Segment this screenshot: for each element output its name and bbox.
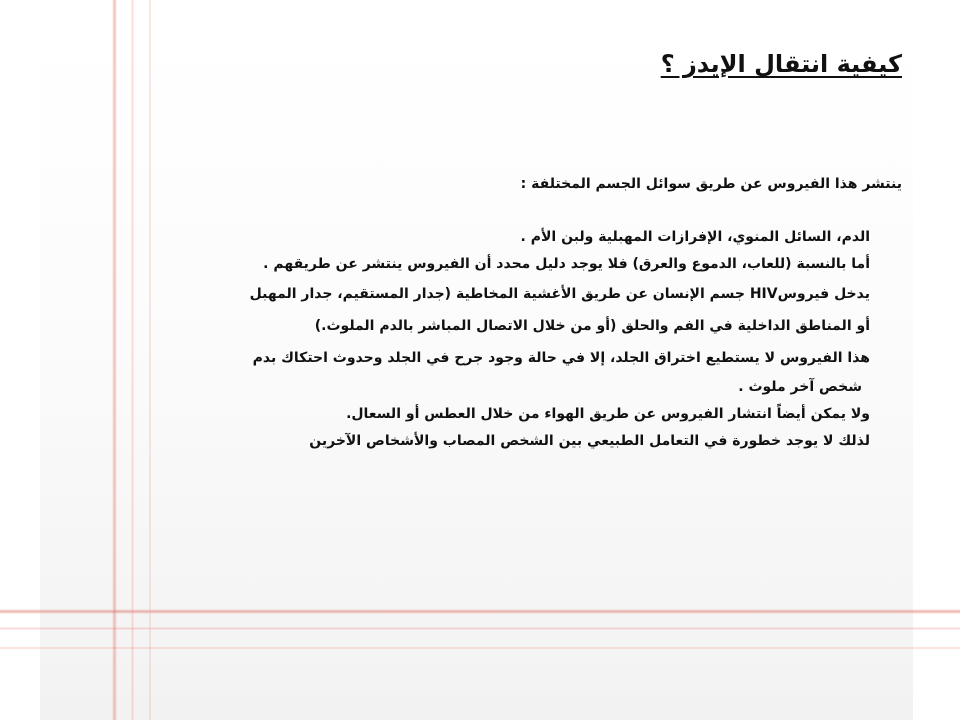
body-line: الدم، السائل المنوي، الإفرازات المهبلية ولبن الأم . [520,229,870,245]
body-line: يدخل فيروسHIV جسم الإنسان عن طريق الأغشية المخاطية (جدار المستقيم، جدار المهبل [249,286,870,302]
body-line: شخص آخر ملوث . [738,379,862,395]
body-line: أو المناطق الداخلية في الفم والحلق (أو من خلال الاتصال المباشر بالدم الملوث.) [314,318,870,334]
intro-text: ينتشر هذا الفيروس عن طريق سوائل الجسم المختلفة : [520,176,902,192]
body-line: لذلك لا يوجد خطورة في التعامل الطبيعي بين الشخص المصاب والأشخاص الآخرين [309,433,870,449]
body-line: هذا الفيروس لا يستطيع اختراق الجلد، إلا في حالة وجود جرح في الجلد وحدوث احتكاك بدم [252,350,870,366]
body-line: أما بالنسبة (للعاب، الدموع والعرق) فلا يوجد دليل محدد أن الفيروس ينتشر عن طريقهم . [263,256,870,272]
body-text [210,224,870,455]
slide-title: كيفية انتقال الإيدز ؟ [660,50,902,78]
body-line: ولا يمكن أيضاً انتشار الفيروس عن طريق الهواء من خلال العطس أو السعال. [346,406,870,422]
